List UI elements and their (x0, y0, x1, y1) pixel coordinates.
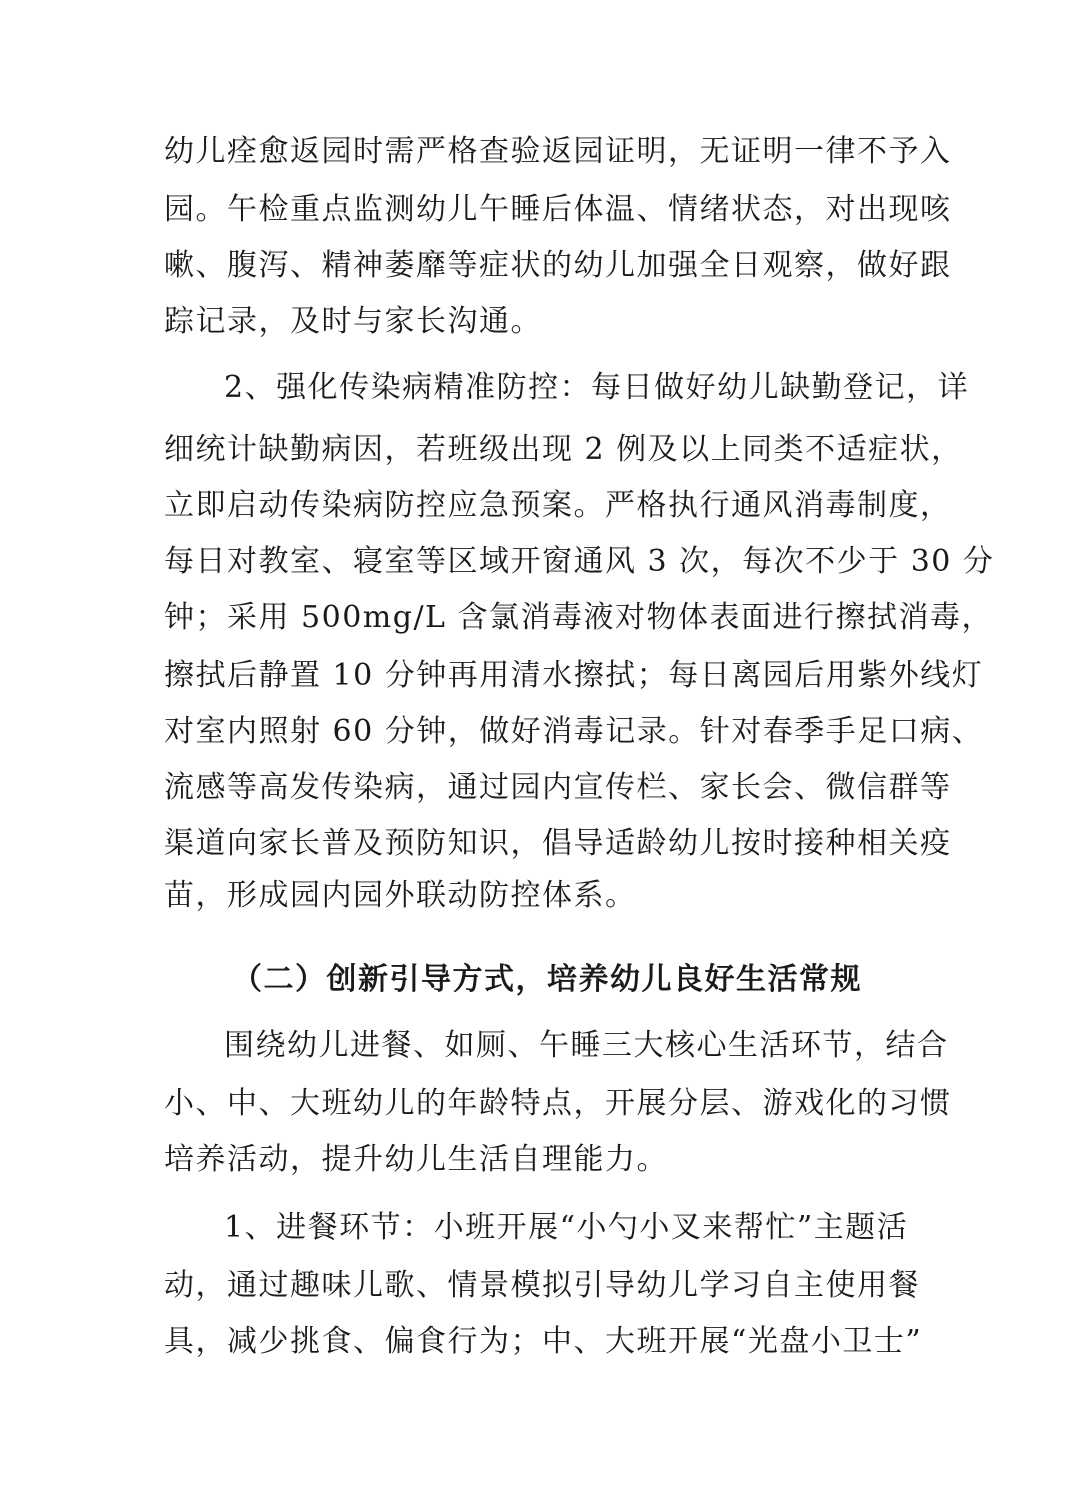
section-heading: （二）创新引导方式，培养幼儿良好生活常规 (232, 962, 862, 997)
paragraph-line: 围绕幼儿进餐、如厕、午睡三大核心生活环节，结合 (224, 1028, 949, 1063)
paragraph-line: 渠道向家长普及预防知识，倡导适龄幼儿按时接种相关疫 (164, 826, 952, 861)
paragraph-line: 苗，形成园内园外联动防控体系。 (164, 878, 637, 913)
paragraph-line: 具，减少挑食、偏食行为；中、大班开展“光盘小卫士” (164, 1324, 923, 1359)
paragraph-line: 幼儿痊愈返园时需严格查验返园证明，无证明一律不予入 (164, 134, 952, 169)
paragraph-line: 流感等高发传染病，通过园内宣传栏、家长会、微信群等 (164, 770, 952, 805)
paragraph-line: 擦拭后静置 10 分钟再用清水擦拭；每日离园后用紫外线灯 (164, 658, 984, 693)
paragraph-line: 园。午检重点监测幼儿午睡后体温、情绪状态，对出现咳 (164, 192, 952, 227)
paragraph-line: 立即启动传染病防控应急预案。严格执行通风消毒制度， (164, 488, 952, 523)
paragraph-line: 2、强化传染病精准防控：每日做好幼儿缺勤登记，详 (224, 370, 970, 405)
paragraph-line: 钟；采用 500mg/L 含氯消毒液对物体表面进行擦拭消毒， (164, 600, 994, 635)
paragraph-line: 每日对教室、寝室等区域开窗通风 3 次，每次不少于 30 分 (164, 544, 995, 579)
paragraph-line: 动，通过趣味儿歌、情景模拟引导幼儿学习自主使用餐 (164, 1268, 920, 1303)
paragraph-line: 培养活动，提升幼儿生活自理能力。 (164, 1142, 668, 1177)
paragraph-line: 对室内照射 60 分钟，做好消毒记录。针对春季手足口病、 (164, 714, 984, 749)
paragraph-line: 小、中、大班幼儿的年龄特点，开展分层、游戏化的习惯 (164, 1086, 952, 1121)
paragraph-line: 细统计缺勤病因，若班级出现 2 例及以上同类不适症状， (164, 432, 963, 467)
paragraph-line: 嗽、腹泻、精神萎靡等症状的幼儿加强全日观察，做好跟 (164, 248, 952, 283)
paragraph-line: 踪记录，及时与家长沟通。 (164, 304, 542, 339)
paragraph-line: 1、进餐环节：小班开展“小勺小叉来帮忙”主题活 (224, 1210, 909, 1245)
